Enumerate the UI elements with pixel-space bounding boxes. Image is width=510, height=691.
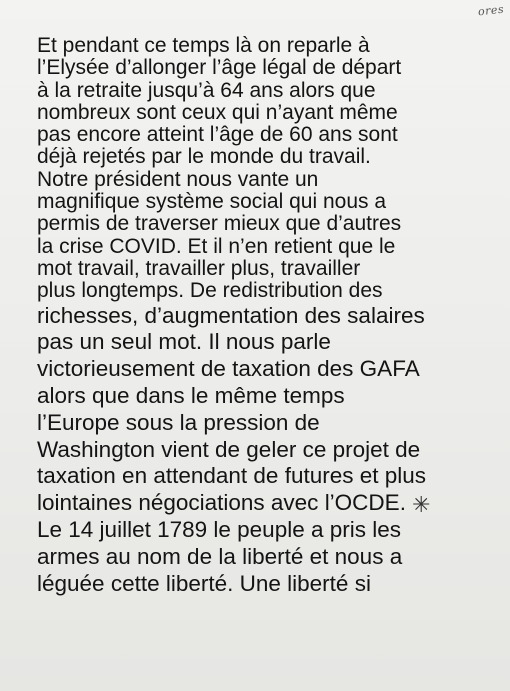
text-line-16: alors que dans le même temps [37,382,345,408]
text-line-21: Le 14 juillet 1789 le peuple a pris les [37,516,401,542]
body-text [37,35,497,597]
text-line-4: nombreux sont ceux qui n’ayant même [37,100,398,124]
corner-handwritten-note: ores [477,2,505,19]
asterisk-icon: ✳ [411,492,431,518]
text-line-15: victorieusement de taxation des GAFA [37,356,420,382]
text-line-18: Washington vient de geler ce projet de [37,436,421,462]
text-line-20-content: lointaines négociations avec l’OCDE. [37,490,406,516]
text-line-22: armes au nom de la liberté et nous a [37,543,403,569]
text-line-3: à la retraite jusqu’à 64 ans alors que [37,78,376,102]
text-line-12: plus longtemps. De redistribution des [37,279,383,303]
text-line-19: taxation en attendant de futures et plus [37,463,427,489]
text-line-9: permis de traverser mieux que d’autres [37,212,402,236]
text-line-17: l’Europe sous la pression de [37,409,320,435]
text-line-8: magnifique système social qui nous a [37,190,387,214]
text-line-10: la crise COVID. Et il n’en retient que le [37,234,396,258]
text-line-1: Et pendant ce temps là on reparle à [37,34,370,57]
text-line-20 [37,490,497,517]
text-line-14: pas un seul mot. Il nous parle [37,329,331,355]
text-line-23: léguée cette liberté. Une liberté si [37,570,371,596]
text-line-6: déjà rejetés par le monde du travail. [37,145,371,169]
text-line-2: l’Elysée d’allonger l’âge légal de départ [37,56,402,80]
text-line-5: pas encore atteint l’âge de 60 ans sont [37,123,398,147]
text-line-7: Notre président nous vante un [37,167,319,191]
text-line-13: richesses, d’augmentation des salaires [37,302,425,328]
text-line-11: mot travail, travailler plus, travailler [37,256,361,280]
